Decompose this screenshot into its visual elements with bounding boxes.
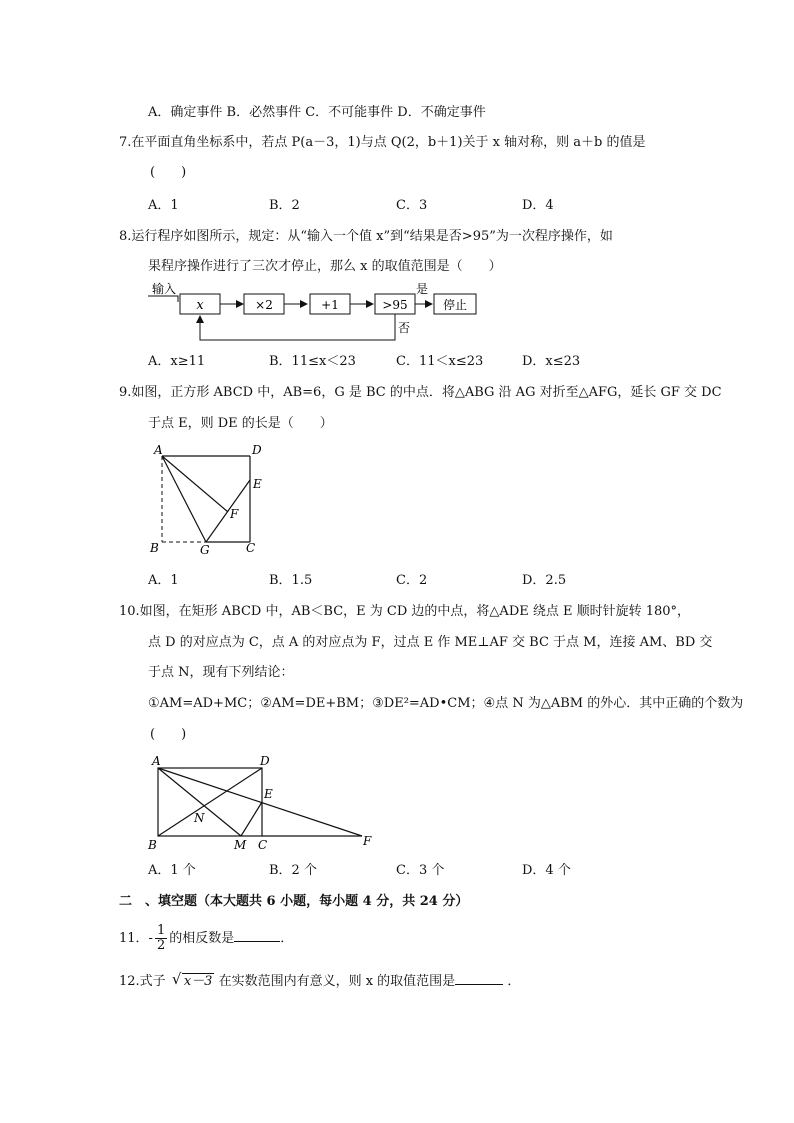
q10-option-b: B．2 个 [269, 863, 317, 878]
q11-fraction-denominator: 2 [156, 938, 166, 953]
section-fill-in-title: 二 、填空题（本大题共 6 小题，每小题 4 分，共 24 分） [119, 894, 469, 909]
q7-option-a: A．1 [148, 198, 179, 213]
q9-stem-line1: 9.如图，正方形 ABCD 中，AB=6，G 是 BC 的中点．将△ABG 沿 AG 对折至△AFG，延长 GF 交 DC [119, 385, 722, 400]
flow-box-gt95-label: >95 [382, 298, 408, 312]
flow-input-label: 输入 [152, 282, 177, 296]
q9-label-d: D [252, 443, 262, 457]
q12-line [119, 972, 520, 991]
sqrt-sign-icon: √ [171, 970, 182, 988]
q7-option-b: B．2 [269, 198, 300, 213]
q10-stem-line4: ①AM=AD+MC；②AM=DE+BM；③DE²=AD•CM；④点 N 为△ABM 的外心．其中正确的个数为 [148, 696, 744, 711]
q9-stem-line2: 于点 E，则 DE 的长是（ ） [148, 416, 333, 431]
q10-figure [140, 750, 380, 854]
flow-box-times2-label: ×2 [255, 298, 273, 312]
q11-fraction-numerator: 1 [156, 923, 166, 938]
q10-label-a: A [152, 754, 161, 768]
q9-option-a: A．1 [148, 573, 179, 588]
q10-stem-line2: 点 D 的对应点为 C，点 A 的对应点为 F，过点 E 作 ME⊥AF 交 BC 于点 M，连接 AM、BD 交 [148, 635, 713, 650]
q10-label-b: B [148, 838, 157, 852]
q7-paren: ( ) [150, 165, 187, 180]
q10-label-d: D [260, 754, 270, 768]
q7-stem: 7.在平面直角坐标系中，若点 P(a－3，1)与点 Q(2，b＋1)关于 x 轴对称，则 a＋b 的值是 [119, 135, 646, 150]
q10-label-f: F [363, 834, 372, 848]
q12-answer-blank [455, 972, 503, 985]
q9-label-e: E [253, 477, 262, 491]
flow-yes-label: 是 [416, 282, 429, 296]
q8-option-d: D．x≤23 [522, 354, 581, 369]
q8-option-b: B．11≤x＜23 [269, 354, 356, 369]
q11-prefix: 11．- [119, 931, 153, 946]
q9-figure [140, 440, 280, 560]
q10-paren: ( ) [150, 727, 187, 742]
q10-option-a: A．1 个 [148, 863, 196, 878]
q10-option-c: C．3 个 [396, 863, 445, 878]
q10-stem-line1: 10.如图，在矩形 ABCD 中，AB＜BC，E 为 CD 边的中点，将△ADE 绕点 E 顺时针旋转 180°， [119, 604, 691, 619]
q11-answer-blank [234, 929, 280, 942]
q12-sqrt [171, 970, 215, 991]
flow-box-plus1-label: +1 [321, 298, 339, 312]
q11-fraction [155, 924, 167, 953]
q8-option-c: C．11＜x≤23 [396, 354, 484, 369]
q10-stem-line3: 于点 N，现有下列结论： [148, 665, 294, 680]
q11-line [119, 924, 293, 953]
q8-option-a: A．x≥11 [148, 354, 206, 369]
q12-radicand: x－3 [183, 974, 213, 989]
flow-no-label: 否 [398, 321, 411, 335]
q10-label-c: C [258, 838, 268, 852]
q6-options: A．确定事件 B．必然事件 C．不可能事件 D．不确定事件 [148, 105, 486, 120]
q9-label-b: B [150, 541, 159, 555]
q9-label-c: C [246, 541, 256, 555]
q8-stem-line1: 8.运行程序如图所示，规定：从“输入一个值 x”到“结果是否>95”为一次程序操作，如 [119, 229, 613, 244]
q10-label-n: N [194, 811, 205, 825]
q10-label-e: E [264, 787, 273, 801]
flow-box-stop-label: 停止 [442, 298, 468, 312]
q9-label-a: A [154, 443, 163, 457]
q10-option-d: D．4 个 [522, 863, 571, 878]
q12-middle: 在实数范围内有意义，则 x 的取值范围是 [218, 974, 456, 989]
q9-option-b: B．1.5 [269, 573, 313, 588]
q8-stem-line2: 果程序操作进行了三次才停止，那么 x 的取值范围是（ ） [148, 259, 502, 274]
q11-end: ． [280, 931, 294, 946]
q8-flowchart [140, 282, 500, 346]
q12-end: ． [507, 974, 521, 989]
q9-option-d: D．2.5 [522, 573, 567, 588]
q7-option-d: D．4 [522, 198, 554, 213]
q9-label-f: F [230, 507, 239, 521]
q11-suffix: 的相反数是 [169, 931, 235, 946]
q7-option-c: C．3 [396, 198, 428, 213]
q10-label-m: M [234, 838, 247, 852]
q9-label-g: G [200, 543, 210, 557]
q9-option-c: C．2 [396, 573, 428, 588]
flow-box-x-label: x [196, 298, 204, 313]
q12-prefix: 12.式子 [119, 974, 166, 989]
